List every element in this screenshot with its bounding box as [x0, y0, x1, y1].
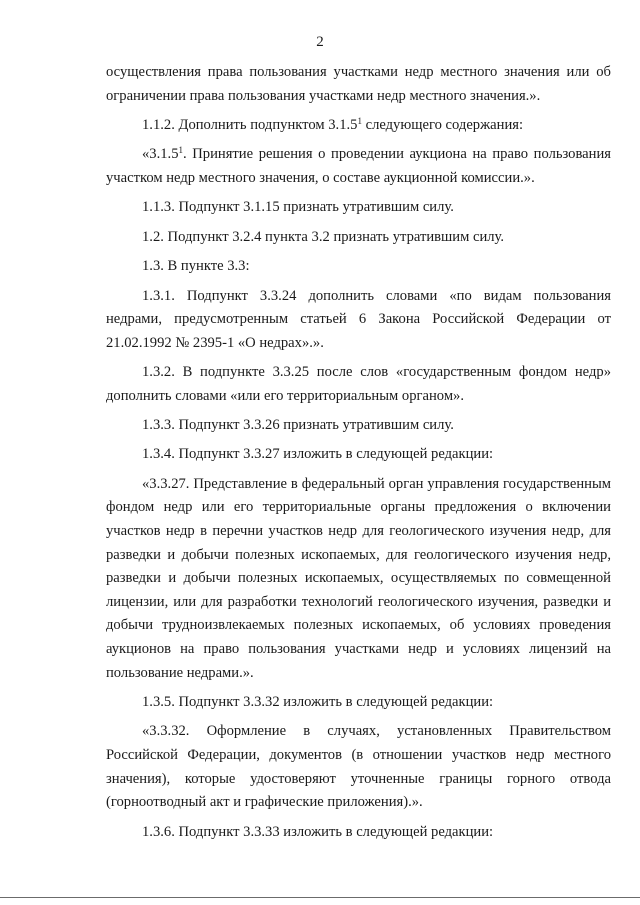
paragraph-9: 1.3.3. Подпункт 3.3.26 признать утратившим силу. — [142, 417, 454, 434]
paragraph-13: «3.3.32. Оформление в случаях, установленных Правительством Российской Федерации, документов (в отношении участков недр местного значения), которые удостоверяют уточненные границы горного отвода (горноотводный акт и графические приложения).». — [106, 723, 611, 811]
paragraph-6: 1.3. В пункте 3.3: — [142, 258, 250, 275]
paragraph-2: 1.1.2. Дополнить подпунктом 3.1.5$^1$ следующего содержания: — [142, 115, 524, 133]
paragraph-10: 1.3.4. Подпункт 3.3.27 изложить в следующей редакции: — [142, 446, 494, 463]
bottom-border-line — [0, 897, 640, 898]
paragraph-8: 1.3.2. В подпункте 3.3.25 после слов «государственным фондом недр» дополнить словами «или его территориальным органом». — [106, 364, 611, 404]
paragraph-7: 1.3.1. Подпункт 3.3.24 дополнить словами «по видам пользования недрами, предусмотренным статьей 6 Закона Российской Федерации от 21.02.1992 № 2395-1 «О недрах».». — [106, 287, 611, 351]
superscript: 1 — [178, 145, 183, 156]
superscript: 1 — [357, 115, 362, 126]
paragraph-4: 1.1.3. Подпункт 3.1.15 признать утратившим силу. — [142, 199, 454, 216]
paragraph-11: «3.3.27. Представление в федеральный орган управления государственным фондом недр или его территориальные органы предложения о включении участков недр в перечни участков недр для геологического изучения недр, для разведки и добычи полезных ископаемых, для геологического изучения недр, разведки и добычи полезных ископаемых, осуществляемых по совмещенной лицензии, или для разработки технологий геологического изучения, разведки и добычи трудноизвлекаемых полезных ископаемых, об условиях проведения аукционов на право пользования участками недр и условиях лицензий на пользование недрами.». — [106, 475, 611, 681]
paragraph-5: 1.2. Подпункт 3.2.4 пункта 3.2 признать утратившим силу. — [142, 228, 505, 245]
paragraph-12: 1.3.5. Подпункт 3.3.32 изложить в следующей редакции: — [142, 694, 494, 711]
page-number: 2 — [316, 34, 324, 50]
document-body — [106, 61, 611, 844]
paragraph-14: 1.3.6. Подпункт 3.3.33 изложить в следующей редакции: — [142, 823, 494, 840]
paragraph-1: осуществления права пользования участками недр местного значения или об ограничении права пользования участками недр местного значения.». — [106, 64, 611, 104]
paragraph-3: «3.1.5$^1$. Принятие решения о проведении аукциона на право пользования участком недр местного значения, о составе аукционной комиссии.». — [106, 145, 611, 186]
